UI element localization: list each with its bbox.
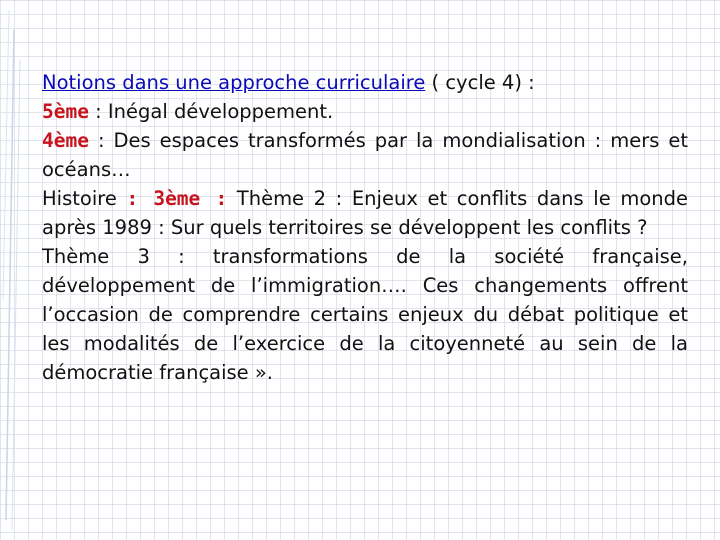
line-4eme (42, 126, 688, 184)
slide-body (42, 68, 688, 387)
histoire-text: Thème 2 : Enjeux et conflits dans le monde après 1989 : Sur quels territoires se développent les conflits ? (42, 187, 688, 239)
cycle-note: ( cycle 4) : (425, 71, 535, 94)
grade-label-4eme: 4ème (42, 129, 89, 152)
histoire-paragraph (42, 184, 688, 242)
decorative-accent-lines (0, 0, 40, 540)
curriculum-heading-link[interactable]: Notions dans une approche curriculaire (42, 71, 426, 94)
line-4eme-text: : Des espaces transformés par la mondialisation : mers et océans… (42, 129, 688, 181)
theme3-paragraph: Thème 3 : transformations de la société française, développement de l’immigration…. Ces changements offrent l’occasion de comprendre certains enjeux du débat politique et les modalités de l’exercice de la citoyenneté au sein de la démocratie française ». (42, 245, 688, 384)
line-5eme-text: : Inégal développement. (88, 100, 334, 123)
line-5eme (42, 97, 688, 126)
grade-label-3eme: : 3ème : (126, 187, 228, 210)
section-heading (42, 68, 688, 97)
grade-label-5eme: 5ème (42, 100, 89, 123)
histoire-prefix: Histoire (42, 187, 127, 210)
